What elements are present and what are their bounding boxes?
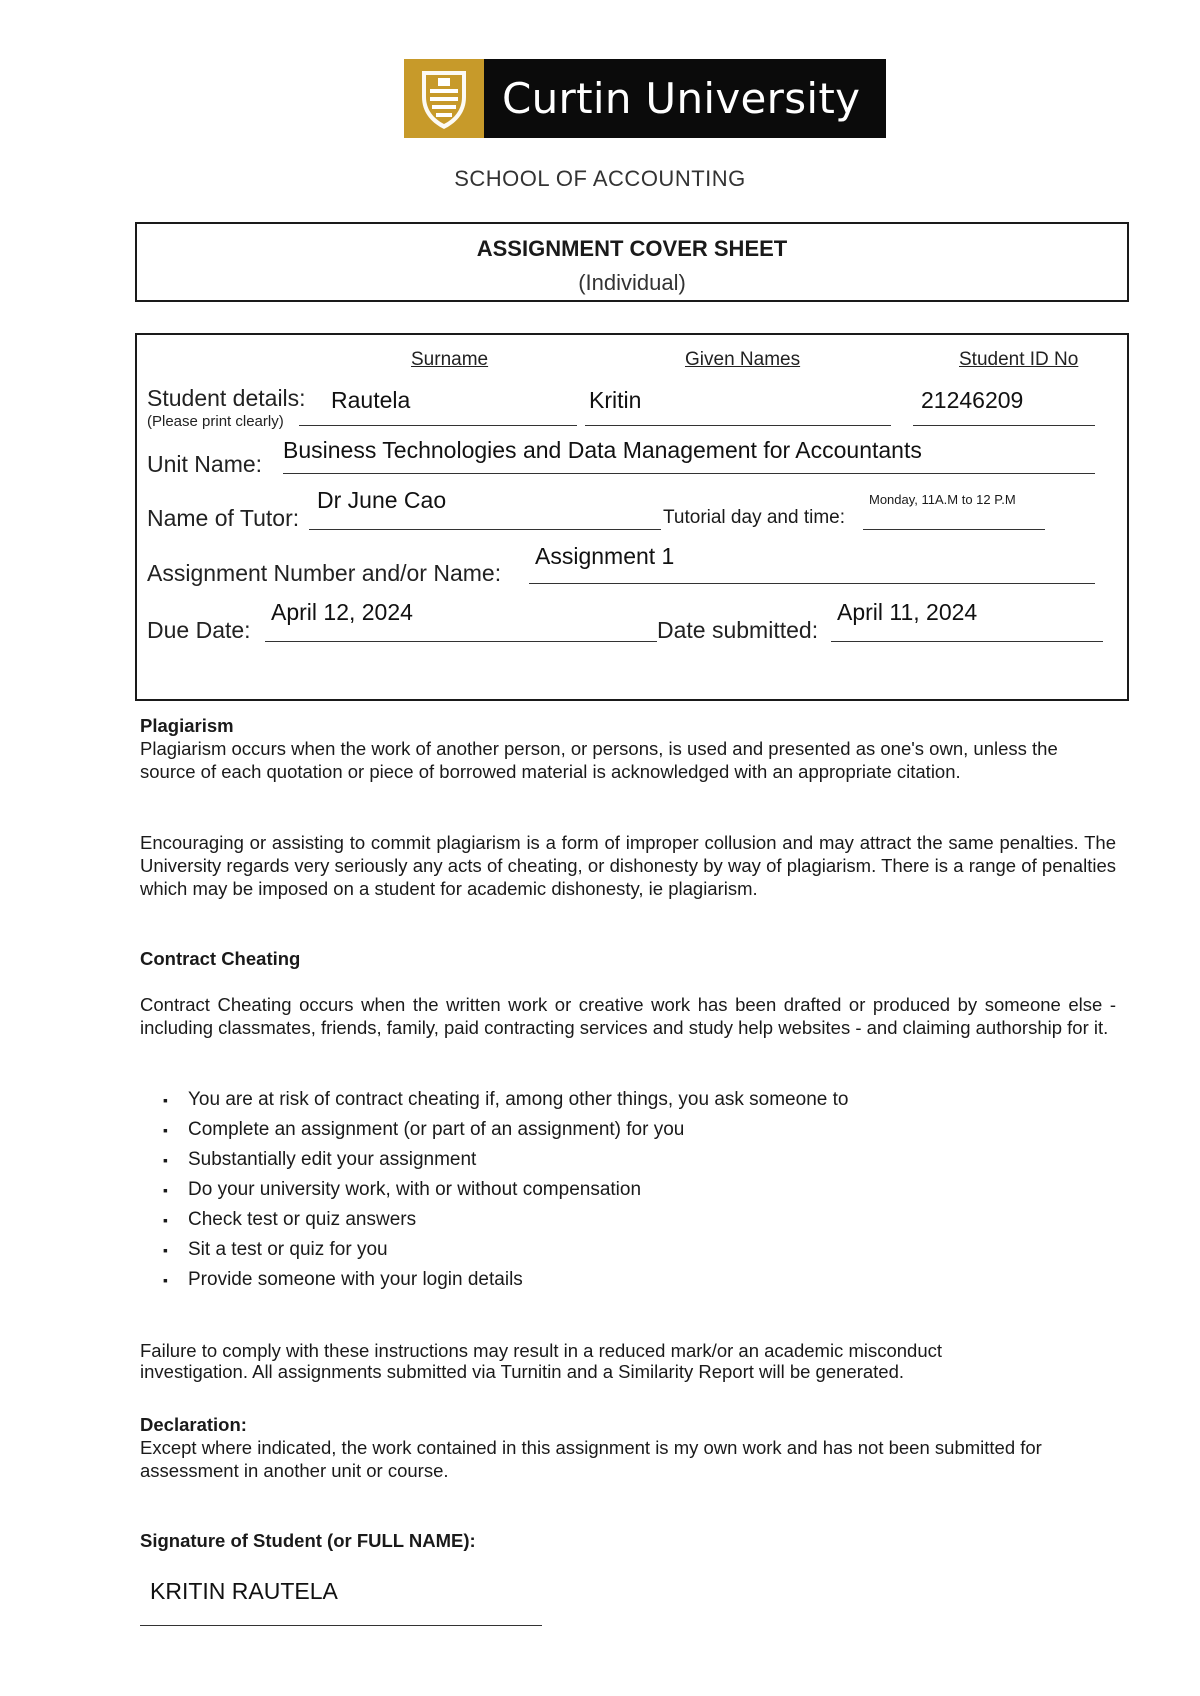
tutorial-line [863, 529, 1045, 530]
print-clearly-hint: (Please print clearly) [147, 413, 284, 430]
title-box [135, 222, 1129, 302]
student-id-value[interactable]: 21246209 [921, 387, 1024, 413]
surname-value[interactable]: Rautela [331, 387, 411, 413]
assignment-line [529, 583, 1095, 584]
page-subtitle: (Individual) [578, 270, 686, 295]
university-name: Curtin University [502, 74, 861, 123]
list-item: ▪ Check test or quiz answers [140, 1205, 1100, 1235]
list-item: ▪ Provide someone with your login details [140, 1265, 1100, 1295]
failure-note: Failure to comply with these instructions may result in a reduced mark/or an academic misconduct investigation. All assignments submitted via Turnitin and a Similarity Report will be generated. [140, 1340, 943, 1382]
student-id-line [913, 425, 1095, 426]
tutorial-value[interactable]: Monday, 11A.M to 12 P.M [869, 492, 1016, 507]
list-item: ▪ Substantially edit your assignment [140, 1145, 1100, 1175]
date-submitted-value[interactable]: April 11, 2024 [837, 599, 978, 625]
contract-cheating-para: Contract Cheating occurs when the written work or creative work has been drafted or produced by someone else - including classmates, friends, family, paid contracting services and study help websites - and claiming authorship for it. [140, 994, 1116, 1038]
given-names-value[interactable]: Kritin [589, 387, 642, 413]
col-student-id: Student ID No [959, 349, 1079, 370]
list-item: ▪ Complete an assignment (or part of an assignment) for you [140, 1115, 1100, 1145]
col-surname: Surname [411, 349, 489, 370]
unit-name-line [283, 473, 1095, 474]
unit-name-value[interactable]: Business Technologies and Data Management for Accountants [283, 437, 922, 463]
student-details-label: Student details: [147, 385, 306, 411]
date-submitted-line [831, 641, 1103, 642]
list-item: ▪ Do your university work, with or without compensation [140, 1175, 1100, 1205]
signature-line [140, 1625, 542, 1626]
contract-cheating-list [140, 1085, 1100, 1295]
contract-cheating-heading: Contract Cheating [140, 948, 301, 969]
university-logo [404, 59, 886, 138]
plagiarism-heading: Plagiarism [140, 715, 234, 736]
assignment-label: Assignment Number and/or Name: [147, 560, 502, 586]
tutor-label: Name of Tutor: [147, 505, 300, 531]
declaration-text: Except where indicated, the work contained in this assignment is my own work and has not been submitted for assessment in another unit or course. [140, 1437, 1042, 1481]
date-submitted-label: Date submitted: [657, 617, 819, 643]
due-date-value[interactable]: April 12, 2024 [271, 599, 413, 625]
given-names-line [585, 425, 891, 426]
school-name: SCHOOL OF ACCOUNTING [454, 166, 746, 191]
surname-line [299, 425, 577, 426]
list-item: ▪ Sit a test or quiz for you [140, 1235, 1100, 1265]
tutor-line [309, 529, 661, 530]
plagiarism-para-2: Encouraging or assisting to commit plagiarism is a form of improper collusion and may attract the same penalties. The University regards very seriously any acts of cheating, or dishonesty by way of plagiarism. There is a range of penalties which may be imposed on a student for academic dishonesty, ie plagiarism. [140, 832, 1116, 899]
col-given-names: Given Names [685, 349, 801, 370]
assignment-value[interactable]: Assignment 1 [535, 543, 675, 569]
signature-label: Signature of Student (or FULL NAME): [140, 1530, 476, 1551]
unit-name-label: Unit Name: [147, 451, 263, 477]
page-title: ASSIGNMENT COVER SHEET [476, 236, 788, 261]
plagiarism-para-1: Plagiarism occurs when the work of another person, or persons, is used and presented as one's own, unless the source of each quotation or piece of borrowed material is acknowledged with an appropriate citation. [140, 738, 1058, 782]
signature-value[interactable]: KRITIN RAUTELA [150, 1578, 338, 1604]
due-date-line [265, 641, 657, 642]
list-item: ▪ You are at risk of contract cheating if, among other things, you ask someone to [140, 1085, 1100, 1115]
crest-icon [404, 59, 484, 138]
tutor-value[interactable]: Dr June Cao [317, 487, 447, 513]
due-date-label: Due Date: [147, 617, 251, 643]
declaration-heading: Declaration: [140, 1414, 247, 1435]
details-box [135, 333, 1129, 701]
tutorial-label: Tutorial day and time: [663, 507, 845, 528]
